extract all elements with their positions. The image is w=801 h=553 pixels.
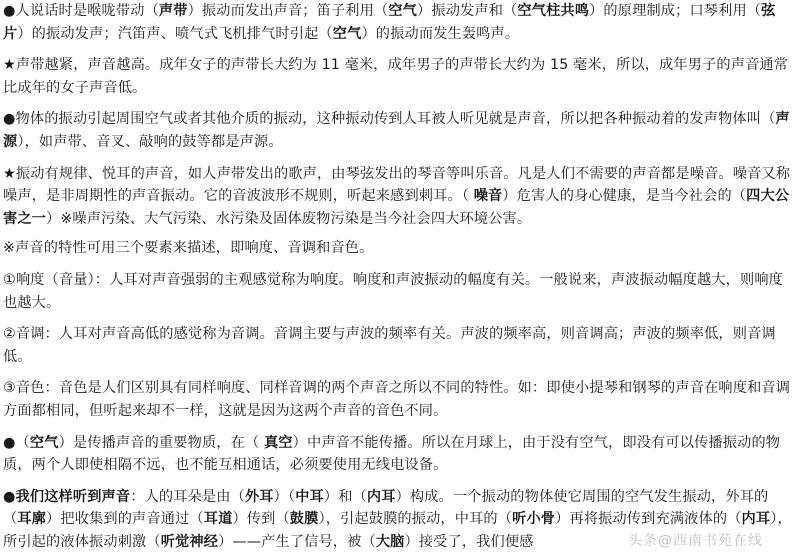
bold-term: 大脑 bbox=[375, 533, 405, 550]
text-run: ）的振动而发生轰鸣声。 bbox=[361, 25, 520, 42]
paragraph-sound-sources bbox=[0, 0, 801, 45]
paragraph-pitch bbox=[0, 323, 801, 368]
paragraph-vocal-cords bbox=[0, 54, 801, 99]
text-run: ）的原理制成；口琴利用（ bbox=[589, 3, 762, 19]
text-run: ★声带越紧，声音越高。成年女子的声带长大约为 11 毫米，成年男子的声带长大约为 15 毫米，所以，成年男子的声音通常比成年的女子声音低。 bbox=[3, 57, 789, 96]
paragraph-loudness bbox=[0, 269, 801, 314]
text-run: ），如声带、音叉、敲响的鼓等都是声源。 bbox=[17, 133, 283, 150]
bold-term: 声源 bbox=[3, 111, 790, 150]
text-run: ），引起鼓膜的振动，中耳的（ bbox=[318, 511, 513, 528]
text-run: ③音色：音色是人们区别具有同样响度、同样音调的两个声音之所以不同的特性。如：即使小提琴和钢琴的声音在响度和音调方面都相同，但听起来却不一样，这就是因为这两个声音的音色不同。 bbox=[3, 380, 791, 419]
bold-term: 声带 bbox=[158, 3, 188, 19]
text-run: ）接受了，我们便感 bbox=[404, 533, 534, 550]
text-run: ①响度（音量）：人耳对声音强弱的主观感觉称为响度。响度和声波振动的幅度有关。一般说来，声波振动幅度越大，则响度也越大。 bbox=[3, 271, 783, 311]
text-run: ●人说话时是喉咙带动（ bbox=[3, 3, 159, 19]
watermark: 头条@西南书苑在线 bbox=[628, 533, 763, 549]
bold-term: 空气柱共鸣 bbox=[517, 3, 590, 19]
text-run: ）振动发声和（ bbox=[417, 3, 518, 19]
text-run: ），所引起的液体振动刺激（ bbox=[3, 511, 792, 550]
paragraph-timbre bbox=[0, 377, 801, 422]
text-run: ★振动有规律、悦耳的声音，如人声带发出的歌声，由琴弦发出的琴音等叫乐音。凡是人们不需要的声音都是噪音。噪音又称噪声，是非周期性的声音振动。它的音波波形不规则，听起来感到刺耳。（ bbox=[3, 165, 791, 205]
bold-term: 空气 bbox=[29, 434, 59, 451]
bold-term: 耳廓 bbox=[17, 511, 47, 528]
text-run: ）中声音不能传播。所以在月球上，由于没有空气，即没有可以传播振动的物质，两个人即使相隔不远，也不能互相通话，必须要使用无线电设备。 bbox=[3, 434, 781, 474]
bold-term: 听小骨 bbox=[512, 511, 556, 528]
bold-term: 中耳 bbox=[295, 488, 324, 505]
text-run: ※声音的特性可用三个要素来描述，即响度、音调和音色。 bbox=[3, 240, 374, 257]
text-run: ）构成。一个振动的物体使它周围的空气发生振动，外耳的（ bbox=[3, 488, 769, 528]
text-run: ：人的耳朵是由（ bbox=[130, 488, 245, 505]
bold-term: 内耳 bbox=[366, 488, 396, 505]
bold-term: 噪音 bbox=[473, 188, 503, 205]
text-run: ②音调：人耳对声音高低的感觉称为音调。音调主要与声波的频率有关。声波的频率高，则音调高；声波的频率低，则音调低。 bbox=[3, 326, 776, 365]
text-run: ● bbox=[3, 488, 16, 505]
text-run: ）振动而发出声音；笛子利用（ bbox=[187, 3, 389, 19]
bold-term: 听觉神经 bbox=[160, 533, 219, 550]
text-run: ）——产生了信号，被（ bbox=[218, 533, 376, 550]
text-run: ●（ bbox=[3, 434, 30, 451]
text-run: ）把收集到的声音通过（ bbox=[46, 511, 204, 528]
text-run: ）※噪声污染、大气污染、水污染及固体废物污染是当今社会四大环境公害。 bbox=[46, 210, 532, 227]
bold-term: 弦片 bbox=[3, 3, 776, 42]
text-run: ）危害人的身心健康，是当今社会的（ bbox=[502, 188, 747, 205]
paragraph-sound-characteristics bbox=[0, 237, 801, 260]
paragraph-sound-definition bbox=[0, 108, 801, 153]
bold-term: 空气 bbox=[388, 3, 418, 19]
bold-term: 外耳 bbox=[244, 488, 274, 505]
bold-term: 真空 bbox=[263, 434, 293, 451]
bold-term: 鼓膜 bbox=[289, 511, 319, 528]
paragraph-sound-medium bbox=[0, 432, 801, 477]
text-run: ）是传播声音的重要物质，在（ bbox=[58, 434, 264, 451]
text-run: ）传到（ bbox=[232, 511, 290, 528]
bold-term: 我们这样听到声音 bbox=[15, 488, 131, 505]
bold-term: 耳道 bbox=[203, 511, 233, 528]
bold-term: 内耳 bbox=[741, 511, 771, 528]
text-run: ）（ bbox=[273, 488, 296, 505]
text-run: ●物体的振动引起周围空气或者其他介质的振动，这种振动传到人耳被人听见就是声音，所以把各种振动着的发声物体叫（ bbox=[3, 111, 776, 128]
bold-term: 四大公害之一 bbox=[3, 188, 790, 227]
bold-term: 空气 bbox=[332, 25, 362, 42]
text-run: ）的振动发声；汽笛声、喷气式飞机排气时引起（ bbox=[17, 25, 333, 42]
text-run: ）和（ bbox=[323, 488, 367, 505]
paragraph-noise bbox=[0, 163, 801, 231]
text-run: ）再将振动传到充满液体的（ bbox=[555, 511, 742, 528]
